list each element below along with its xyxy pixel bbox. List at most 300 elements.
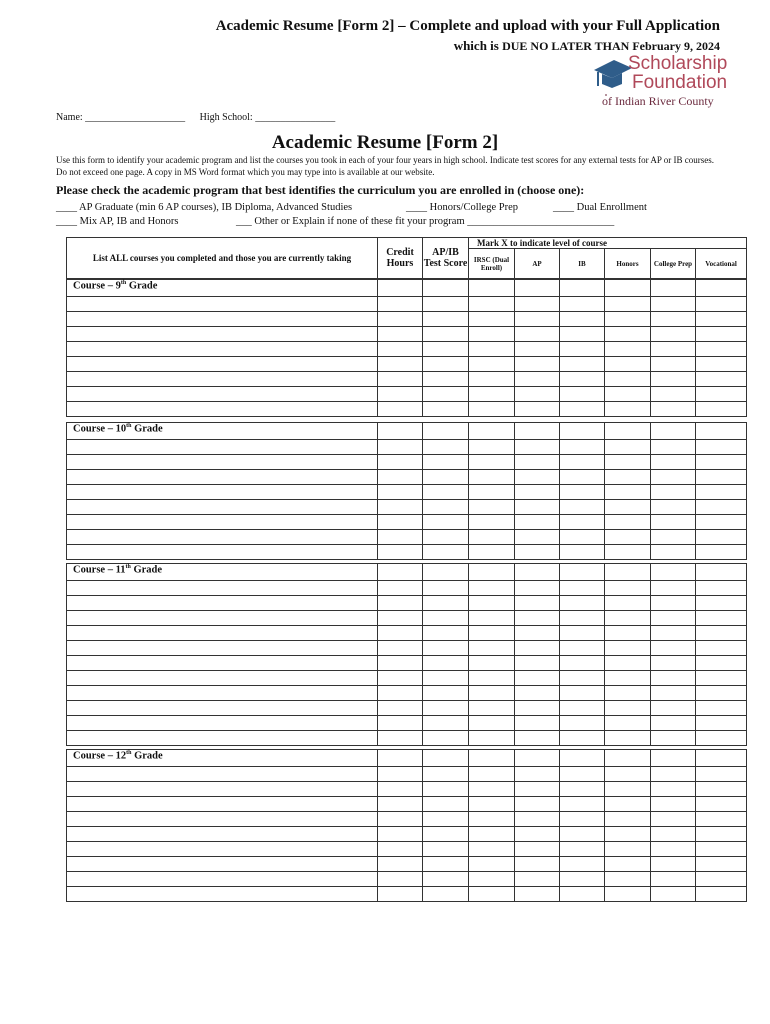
course-entry-cell[interactable] [515, 297, 560, 312]
course-entry-cell[interactable] [605, 581, 651, 596]
course-entry-cell[interactable] [515, 423, 560, 440]
course-entry-cell[interactable] [423, 440, 469, 455]
course-entry-cell[interactable] [378, 402, 423, 417]
course-entry-cell[interactable] [469, 423, 515, 440]
course-entry-cell[interactable] [423, 485, 469, 500]
course-entry-cell[interactable] [469, 626, 515, 641]
course-entry-cell[interactable] [378, 440, 423, 455]
course-entry-cell[interactable] [696, 731, 747, 746]
course-entry-cell[interactable] [378, 767, 423, 782]
course-name-cell[interactable] [67, 827, 378, 842]
course-entry-cell[interactable] [651, 872, 696, 887]
course-entry-cell[interactable] [651, 564, 696, 581]
course-entry-cell[interactable] [515, 782, 560, 797]
course-entry-cell[interactable] [423, 581, 469, 596]
course-entry-cell[interactable] [515, 656, 560, 671]
course-entry-cell[interactable] [515, 767, 560, 782]
course-entry-cell[interactable] [651, 797, 696, 812]
course-entry-cell[interactable] [469, 767, 515, 782]
course-entry-cell[interactable] [423, 357, 469, 372]
course-entry-cell[interactable] [515, 611, 560, 626]
course-entry-cell[interactable] [605, 500, 651, 515]
course-entry-cell[interactable] [515, 312, 560, 327]
course-name-cell[interactable] [67, 671, 378, 686]
course-entry-cell[interactable] [378, 327, 423, 342]
course-name-cell[interactable] [67, 500, 378, 515]
course-entry-cell[interactable] [560, 857, 605, 872]
course-entry-cell[interactable] [469, 782, 515, 797]
course-entry-cell[interactable] [469, 596, 515, 611]
course-entry-cell[interactable] [605, 423, 651, 440]
course-entry-cell[interactable] [378, 423, 423, 440]
course-entry-cell[interactable] [696, 545, 747, 560]
course-entry-cell[interactable] [696, 280, 747, 297]
course-entry-cell[interactable] [515, 797, 560, 812]
course-entry-cell[interactable] [696, 530, 747, 545]
course-entry-cell[interactable] [378, 564, 423, 581]
course-entry-cell[interactable] [696, 716, 747, 731]
course-entry-cell[interactable] [378, 545, 423, 560]
course-entry-cell[interactable] [469, 827, 515, 842]
course-entry-cell[interactable] [469, 581, 515, 596]
course-entry-cell[interactable] [515, 500, 560, 515]
course-entry-cell[interactable] [423, 686, 469, 701]
course-entry-cell[interactable] [651, 515, 696, 530]
course-entry-cell[interactable] [605, 842, 651, 857]
course-entry-cell[interactable] [423, 767, 469, 782]
course-entry-cell[interactable] [651, 887, 696, 902]
course-entry-cell[interactable] [696, 485, 747, 500]
course-entry-cell[interactable] [651, 731, 696, 746]
course-name-cell[interactable] [67, 402, 378, 417]
course-entry-cell[interactable] [605, 485, 651, 500]
course-entry-cell[interactable] [378, 872, 423, 887]
course-entry-cell[interactable] [696, 455, 747, 470]
course-name-cell[interactable] [67, 440, 378, 455]
course-entry-cell[interactable] [560, 545, 605, 560]
course-entry-cell[interactable] [696, 372, 747, 387]
course-entry-cell[interactable] [378, 530, 423, 545]
course-entry-cell[interactable] [651, 357, 696, 372]
course-entry-cell[interactable] [696, 515, 747, 530]
course-entry-cell[interactable] [469, 842, 515, 857]
course-entry-cell[interactable] [651, 297, 696, 312]
course-entry-cell[interactable] [423, 327, 469, 342]
course-entry-cell[interactable] [423, 312, 469, 327]
course-entry-cell[interactable] [560, 357, 605, 372]
course-entry-cell[interactable] [560, 387, 605, 402]
course-entry-cell[interactable] [605, 387, 651, 402]
course-entry-cell[interactable] [651, 656, 696, 671]
course-entry-cell[interactable] [469, 327, 515, 342]
course-entry-cell[interactable] [469, 440, 515, 455]
course-entry-cell[interactable] [469, 387, 515, 402]
course-entry-cell[interactable] [560, 327, 605, 342]
course-name-cell[interactable] [67, 872, 378, 887]
course-entry-cell[interactable] [560, 750, 605, 767]
course-entry-cell[interactable] [651, 611, 696, 626]
course-entry-cell[interactable] [423, 455, 469, 470]
course-entry-cell[interactable] [560, 701, 605, 716]
option-mix-ap-ib-honors[interactable]: ____ Mix AP, IB and Honors [56, 216, 179, 227]
course-entry-cell[interactable] [469, 812, 515, 827]
course-entry-cell[interactable] [605, 312, 651, 327]
course-entry-cell[interactable] [696, 857, 747, 872]
course-name-cell[interactable] [67, 701, 378, 716]
course-entry-cell[interactable] [605, 887, 651, 902]
course-entry-cell[interactable] [423, 342, 469, 357]
course-entry-cell[interactable] [515, 402, 560, 417]
course-entry-cell[interactable] [515, 716, 560, 731]
course-entry-cell[interactable] [560, 767, 605, 782]
course-entry-cell[interactable] [605, 357, 651, 372]
course-name-cell[interactable] [67, 455, 378, 470]
course-entry-cell[interactable] [696, 827, 747, 842]
course-entry-cell[interactable] [605, 797, 651, 812]
course-entry-cell[interactable] [515, 545, 560, 560]
course-entry-cell[interactable] [696, 767, 747, 782]
course-entry-cell[interactable] [469, 701, 515, 716]
course-entry-cell[interactable] [469, 342, 515, 357]
course-entry-cell[interactable] [469, 357, 515, 372]
course-entry-cell[interactable] [696, 402, 747, 417]
course-entry-cell[interactable] [378, 656, 423, 671]
course-entry-cell[interactable] [423, 750, 469, 767]
course-entry-cell[interactable] [696, 797, 747, 812]
course-entry-cell[interactable] [423, 297, 469, 312]
course-entry-cell[interactable] [515, 327, 560, 342]
course-entry-cell[interactable] [423, 797, 469, 812]
course-entry-cell[interactable] [469, 515, 515, 530]
course-entry-cell[interactable] [605, 611, 651, 626]
course-name-cell[interactable] [67, 515, 378, 530]
course-entry-cell[interactable] [605, 750, 651, 767]
course-entry-cell[interactable] [469, 297, 515, 312]
course-entry-cell[interactable] [696, 686, 747, 701]
course-entry-cell[interactable] [651, 581, 696, 596]
course-entry-cell[interactable] [423, 500, 469, 515]
course-entry-cell[interactable] [651, 342, 696, 357]
course-entry-cell[interactable] [515, 455, 560, 470]
course-entry-cell[interactable] [378, 500, 423, 515]
course-entry-cell[interactable] [378, 312, 423, 327]
course-entry-cell[interactable] [696, 387, 747, 402]
course-entry-cell[interactable] [515, 812, 560, 827]
course-entry-cell[interactable] [378, 812, 423, 827]
course-entry-cell[interactable] [469, 545, 515, 560]
course-entry-cell[interactable] [515, 581, 560, 596]
course-entry-cell[interactable] [423, 611, 469, 626]
course-entry-cell[interactable] [560, 485, 605, 500]
course-entry-cell[interactable] [696, 782, 747, 797]
course-entry-cell[interactable] [560, 842, 605, 857]
course-entry-cell[interactable] [423, 470, 469, 485]
course-entry-cell[interactable] [378, 342, 423, 357]
course-entry-cell[interactable] [378, 842, 423, 857]
course-name-cell[interactable] [67, 611, 378, 626]
course-entry-cell[interactable] [515, 440, 560, 455]
course-entry-cell[interactable] [378, 626, 423, 641]
course-entry-cell[interactable] [423, 812, 469, 827]
course-entry-cell[interactable] [469, 887, 515, 902]
course-entry-cell[interactable] [378, 387, 423, 402]
course-entry-cell[interactable] [378, 455, 423, 470]
course-entry-cell[interactable] [423, 857, 469, 872]
course-entry-cell[interactable] [560, 716, 605, 731]
course-entry-cell[interactable] [651, 280, 696, 297]
course-entry-cell[interactable] [560, 782, 605, 797]
course-entry-cell[interactable] [378, 686, 423, 701]
course-entry-cell[interactable] [605, 327, 651, 342]
course-entry-cell[interactable] [696, 581, 747, 596]
course-entry-cell[interactable] [651, 671, 696, 686]
course-entry-cell[interactable] [378, 581, 423, 596]
course-entry-cell[interactable] [605, 626, 651, 641]
course-entry-cell[interactable] [651, 750, 696, 767]
course-entry-cell[interactable] [651, 596, 696, 611]
course-entry-cell[interactable] [378, 470, 423, 485]
course-entry-cell[interactable] [605, 671, 651, 686]
course-name-cell[interactable] [67, 812, 378, 827]
course-entry-cell[interactable] [651, 545, 696, 560]
course-entry-cell[interactable] [651, 440, 696, 455]
course-entry-cell[interactable] [560, 611, 605, 626]
course-entry-cell[interactable] [378, 297, 423, 312]
course-entry-cell[interactable] [423, 872, 469, 887]
option-other[interactable]: ___ Other or Explain if none of these fit your program ____________________________ [236, 216, 615, 227]
course-entry-cell[interactable] [560, 797, 605, 812]
course-entry-cell[interactable] [560, 500, 605, 515]
course-entry-cell[interactable] [651, 402, 696, 417]
course-entry-cell[interactable] [696, 887, 747, 902]
course-name-cell[interactable] [67, 686, 378, 701]
course-entry-cell[interactable] [605, 731, 651, 746]
course-entry-cell[interactable] [696, 872, 747, 887]
course-entry-cell[interactable] [423, 716, 469, 731]
course-entry-cell[interactable] [515, 686, 560, 701]
course-entry-cell[interactable] [515, 372, 560, 387]
course-entry-cell[interactable] [651, 686, 696, 701]
course-entry-cell[interactable] [696, 701, 747, 716]
course-name-cell[interactable] [67, 581, 378, 596]
course-entry-cell[interactable] [560, 297, 605, 312]
course-entry-cell[interactable] [378, 671, 423, 686]
high-school-field[interactable]: High School: ________________ [199, 112, 336, 123]
course-name-cell[interactable] [67, 716, 378, 731]
course-name-cell[interactable] [67, 530, 378, 545]
course-entry-cell[interactable] [469, 641, 515, 656]
course-entry-cell[interactable] [560, 530, 605, 545]
course-entry-cell[interactable] [560, 581, 605, 596]
course-name-cell[interactable] [67, 767, 378, 782]
course-entry-cell[interactable] [560, 312, 605, 327]
course-entry-cell[interactable] [378, 750, 423, 767]
course-entry-cell[interactable] [515, 701, 560, 716]
course-name-cell[interactable] [67, 387, 378, 402]
course-entry-cell[interactable] [651, 372, 696, 387]
course-entry-cell[interactable] [469, 671, 515, 686]
course-entry-cell[interactable] [515, 750, 560, 767]
course-entry-cell[interactable] [560, 812, 605, 827]
course-entry-cell[interactable] [378, 782, 423, 797]
course-entry-cell[interactable] [378, 887, 423, 902]
course-entry-cell[interactable] [469, 731, 515, 746]
course-entry-cell[interactable] [423, 280, 469, 297]
course-entry-cell[interactable] [696, 750, 747, 767]
course-entry-cell[interactable] [378, 827, 423, 842]
course-entry-cell[interactable] [605, 686, 651, 701]
course-name-cell[interactable] [67, 470, 378, 485]
course-entry-cell[interactable] [515, 470, 560, 485]
course-entry-cell[interactable] [605, 545, 651, 560]
course-entry-cell[interactable] [696, 596, 747, 611]
course-entry-cell[interactable] [378, 611, 423, 626]
course-entry-cell[interactable] [469, 470, 515, 485]
course-entry-cell[interactable] [605, 372, 651, 387]
course-entry-cell[interactable] [560, 686, 605, 701]
course-entry-cell[interactable] [469, 485, 515, 500]
course-entry-cell[interactable] [696, 327, 747, 342]
course-entry-cell[interactable] [560, 372, 605, 387]
course-entry-cell[interactable] [696, 641, 747, 656]
course-entry-cell[interactable] [605, 767, 651, 782]
course-entry-cell[interactable] [423, 402, 469, 417]
course-entry-cell[interactable] [651, 455, 696, 470]
course-entry-cell[interactable] [605, 827, 651, 842]
course-entry-cell[interactable] [651, 387, 696, 402]
course-name-cell[interactable] [67, 297, 378, 312]
course-entry-cell[interactable] [651, 530, 696, 545]
course-entry-cell[interactable] [378, 596, 423, 611]
course-entry-cell[interactable] [696, 423, 747, 440]
course-entry-cell[interactable] [515, 485, 560, 500]
course-entry-cell[interactable] [378, 372, 423, 387]
course-name-cell[interactable] [67, 641, 378, 656]
course-entry-cell[interactable] [423, 842, 469, 857]
course-entry-cell[interactable] [651, 500, 696, 515]
course-entry-cell[interactable] [605, 782, 651, 797]
course-entry-cell[interactable] [605, 596, 651, 611]
course-entry-cell[interactable] [378, 515, 423, 530]
course-name-cell[interactable] [67, 731, 378, 746]
course-entry-cell[interactable] [696, 297, 747, 312]
course-entry-cell[interactable] [651, 842, 696, 857]
course-entry-cell[interactable] [651, 701, 696, 716]
course-entry-cell[interactable] [515, 827, 560, 842]
course-entry-cell[interactable] [560, 656, 605, 671]
course-entry-cell[interactable] [605, 872, 651, 887]
course-name-cell[interactable] [67, 312, 378, 327]
course-entry-cell[interactable] [469, 500, 515, 515]
course-entry-cell[interactable] [560, 626, 605, 641]
course-entry-cell[interactable] [560, 872, 605, 887]
course-entry-cell[interactable] [696, 812, 747, 827]
course-entry-cell[interactable] [651, 485, 696, 500]
course-entry-cell[interactable] [605, 297, 651, 312]
course-name-cell[interactable] [67, 357, 378, 372]
course-entry-cell[interactable] [696, 342, 747, 357]
course-entry-cell[interactable] [651, 327, 696, 342]
course-entry-cell[interactable] [605, 470, 651, 485]
name-field[interactable]: Name: ____________________ [56, 112, 186, 123]
course-entry-cell[interactable] [651, 827, 696, 842]
course-name-cell[interactable] [67, 887, 378, 902]
course-entry-cell[interactable] [605, 530, 651, 545]
course-entry-cell[interactable] [696, 470, 747, 485]
course-entry-cell[interactable] [605, 455, 651, 470]
course-entry-cell[interactable] [560, 423, 605, 440]
course-entry-cell[interactable] [605, 402, 651, 417]
course-entry-cell[interactable] [469, 280, 515, 297]
course-entry-cell[interactable] [378, 485, 423, 500]
course-entry-cell[interactable] [423, 545, 469, 560]
course-entry-cell[interactable] [423, 515, 469, 530]
course-entry-cell[interactable] [560, 402, 605, 417]
course-entry-cell[interactable] [696, 357, 747, 372]
course-entry-cell[interactable] [515, 280, 560, 297]
course-entry-cell[interactable] [515, 357, 560, 372]
course-entry-cell[interactable] [423, 782, 469, 797]
course-entry-cell[interactable] [651, 470, 696, 485]
course-entry-cell[interactable] [651, 312, 696, 327]
course-entry-cell[interactable] [651, 626, 696, 641]
course-entry-cell[interactable] [515, 671, 560, 686]
option-ap-graduate[interactable]: ____ AP Graduate (min 6 AP courses), IB Diploma, Advanced Studies [56, 202, 353, 213]
course-entry-cell[interactable] [560, 470, 605, 485]
course-name-cell[interactable] [67, 626, 378, 641]
course-entry-cell[interactable] [469, 872, 515, 887]
course-entry-cell[interactable] [651, 423, 696, 440]
course-entry-cell[interactable] [696, 312, 747, 327]
course-entry-cell[interactable] [469, 611, 515, 626]
course-entry-cell[interactable] [605, 342, 651, 357]
course-entry-cell[interactable] [469, 402, 515, 417]
course-entry-cell[interactable] [560, 440, 605, 455]
course-entry-cell[interactable] [378, 280, 423, 297]
course-entry-cell[interactable] [469, 716, 515, 731]
course-entry-cell[interactable] [605, 641, 651, 656]
course-entry-cell[interactable] [423, 656, 469, 671]
course-entry-cell[interactable] [423, 626, 469, 641]
course-entry-cell[interactable] [696, 500, 747, 515]
course-entry-cell[interactable] [560, 641, 605, 656]
course-entry-cell[interactable] [423, 596, 469, 611]
course-entry-cell[interactable] [515, 626, 560, 641]
course-entry-cell[interactable] [469, 530, 515, 545]
course-entry-cell[interactable] [651, 782, 696, 797]
course-entry-cell[interactable] [560, 342, 605, 357]
course-entry-cell[interactable] [605, 716, 651, 731]
course-entry-cell[interactable] [423, 701, 469, 716]
course-name-cell[interactable] [67, 842, 378, 857]
course-name-cell[interactable] [67, 485, 378, 500]
course-entry-cell[interactable] [515, 887, 560, 902]
option-honors-college-prep[interactable]: ____ Honors/College Prep [406, 202, 518, 213]
course-entry-cell[interactable] [605, 701, 651, 716]
course-entry-cell[interactable] [560, 731, 605, 746]
course-entry-cell[interactable] [696, 564, 747, 581]
course-entry-cell[interactable] [469, 312, 515, 327]
course-entry-cell[interactable] [605, 656, 651, 671]
course-name-cell[interactable] [67, 596, 378, 611]
course-entry-cell[interactable] [423, 887, 469, 902]
course-entry-cell[interactable] [378, 641, 423, 656]
course-entry-cell[interactable] [423, 731, 469, 746]
course-entry-cell[interactable] [696, 842, 747, 857]
course-entry-cell[interactable] [560, 596, 605, 611]
course-entry-cell[interactable] [423, 671, 469, 686]
course-entry-cell[interactable] [423, 372, 469, 387]
